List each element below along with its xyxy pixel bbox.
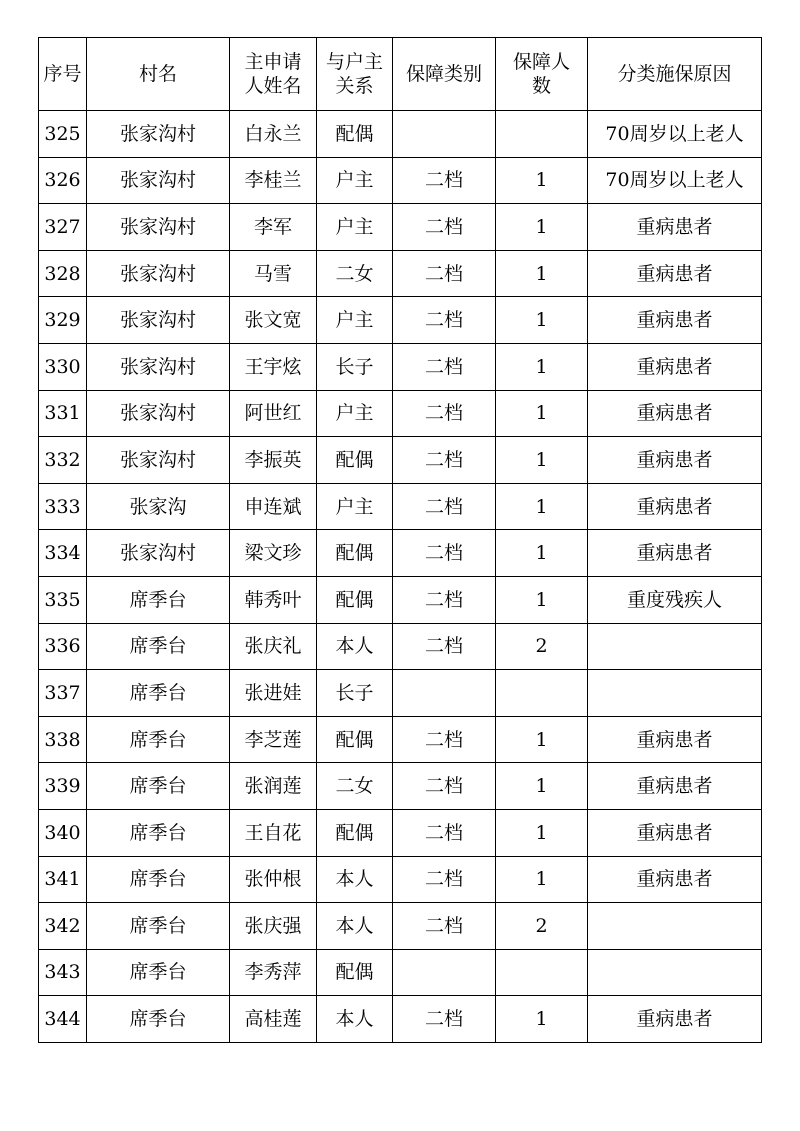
cell-count: 1: [496, 809, 588, 856]
table-row: [39, 623, 762, 670]
table-row: [39, 716, 762, 763]
cell-no: 326: [39, 157, 87, 204]
cell-name: 李秀萍: [230, 949, 317, 996]
cell-village: 席季台: [87, 763, 230, 810]
table-row: [39, 949, 762, 996]
cell-reason: 重病患者: [588, 856, 762, 903]
cell-count: 1: [496, 576, 588, 623]
table-row: [39, 157, 762, 204]
header-village: 村名: [87, 38, 230, 111]
cell-no: 325: [39, 111, 87, 158]
header-relation-line2: 关系: [335, 75, 374, 97]
table-row: [39, 670, 762, 717]
cell-name: 张仲根: [230, 856, 317, 903]
cell-relation: 配偶: [317, 716, 393, 763]
table-row: [39, 343, 762, 390]
cell-count: [496, 670, 588, 717]
cell-no: 331: [39, 390, 87, 437]
cell-type: 二档: [393, 530, 496, 577]
cell-count: 2: [496, 903, 588, 950]
cell-name: 申连斌: [230, 483, 317, 530]
cell-reason: [588, 903, 762, 950]
cell-name: 阿世红: [230, 390, 317, 437]
cell-relation: 配偶: [317, 949, 393, 996]
cell-village: 席季台: [87, 716, 230, 763]
cell-relation: 户主: [317, 157, 393, 204]
cell-count: 1: [496, 996, 588, 1043]
cell-relation: 长子: [317, 670, 393, 717]
cell-village: 张家沟村: [87, 297, 230, 344]
cell-type: [393, 949, 496, 996]
cell-count: [496, 949, 588, 996]
header-type: 保障类别: [393, 38, 496, 111]
table-row: [39, 996, 762, 1043]
cell-no: 335: [39, 576, 87, 623]
cell-reason: 重病患者: [588, 204, 762, 251]
cell-type: 二档: [393, 996, 496, 1043]
table-row: [39, 297, 762, 344]
cell-name: 张庆礼: [230, 623, 317, 670]
header-count-line2: 数: [531, 75, 551, 97]
cell-type: 二档: [393, 204, 496, 251]
cell-count: 1: [496, 343, 588, 390]
cell-no: 334: [39, 530, 87, 577]
cell-type: 二档: [393, 809, 496, 856]
cell-no: 336: [39, 623, 87, 670]
cell-reason: 重病患者: [588, 716, 762, 763]
cell-village: 张家沟村: [87, 250, 230, 297]
cell-reason: 重病患者: [588, 297, 762, 344]
cell-reason: [588, 623, 762, 670]
cell-name: 李军: [230, 204, 317, 251]
table-row: [39, 809, 762, 856]
cell-count: 2: [496, 623, 588, 670]
table-row: [39, 250, 762, 297]
cell-type: 二档: [393, 297, 496, 344]
cell-type: 二档: [393, 343, 496, 390]
cell-name: 李芝莲: [230, 716, 317, 763]
cell-type: [393, 111, 496, 158]
cell-name: 韩秀叶: [230, 576, 317, 623]
cell-no: 330: [39, 343, 87, 390]
table-header-row: [39, 38, 762, 111]
cell-name: 马雪: [230, 250, 317, 297]
cell-relation: 配偶: [317, 809, 393, 856]
cell-village: 席季台: [87, 903, 230, 950]
cell-no: 332: [39, 437, 87, 484]
cell-type: 二档: [393, 250, 496, 297]
header-applicant: [230, 38, 317, 111]
cell-village: 席季台: [87, 623, 230, 670]
cell-village: 张家沟村: [87, 437, 230, 484]
cell-no: 333: [39, 483, 87, 530]
cell-count: 1: [496, 204, 588, 251]
cell-reason: 重病患者: [588, 763, 762, 810]
header-count: [496, 38, 588, 111]
cell-count: 1: [496, 390, 588, 437]
cell-name: 高桂莲: [230, 996, 317, 1043]
cell-type: 二档: [393, 623, 496, 670]
cell-relation: 配偶: [317, 530, 393, 577]
cell-reason: [588, 949, 762, 996]
cell-relation: 户主: [317, 390, 393, 437]
cell-count: [496, 111, 588, 158]
cell-reason: 70周岁以上老人: [588, 111, 762, 158]
cell-name: 王宇炫: [230, 343, 317, 390]
cell-relation: 本人: [317, 996, 393, 1043]
cell-village: 张家沟村: [87, 530, 230, 577]
cell-relation: 配偶: [317, 576, 393, 623]
cell-count: 1: [496, 297, 588, 344]
cell-reason: 重度残疾人: [588, 576, 762, 623]
cell-relation: 本人: [317, 623, 393, 670]
table-body: [39, 111, 762, 1043]
cell-name: 李桂兰: [230, 157, 317, 204]
cell-type: 二档: [393, 763, 496, 810]
cell-relation: 配偶: [317, 111, 393, 158]
assistance-roster-table: [38, 37, 762, 1043]
table-row: [39, 576, 762, 623]
cell-no: 328: [39, 250, 87, 297]
cell-village: 张家沟村: [87, 343, 230, 390]
cell-no: 340: [39, 809, 87, 856]
cell-no: 329: [39, 297, 87, 344]
cell-no: 343: [39, 949, 87, 996]
cell-village: 张家沟村: [87, 204, 230, 251]
cell-village: 张家沟: [87, 483, 230, 530]
cell-relation: 二女: [317, 763, 393, 810]
cell-type: [393, 670, 496, 717]
cell-relation: 本人: [317, 856, 393, 903]
cell-name: 李振英: [230, 437, 317, 484]
cell-name: 白永兰: [230, 111, 317, 158]
cell-count: 1: [496, 856, 588, 903]
cell-reason: 重病患者: [588, 343, 762, 390]
table-row: [39, 483, 762, 530]
cell-name: 王自花: [230, 809, 317, 856]
table-row: [39, 763, 762, 810]
cell-relation: 本人: [317, 903, 393, 950]
cell-name: 张进娃: [230, 670, 317, 717]
cell-village: 席季台: [87, 670, 230, 717]
cell-reason: 70周岁以上老人: [588, 157, 762, 204]
header-applicant-line2: 人姓名: [244, 75, 302, 97]
cell-count: 1: [496, 483, 588, 530]
cell-relation: 配偶: [317, 437, 393, 484]
cell-no: 341: [39, 856, 87, 903]
cell-name: 张庆强: [230, 903, 317, 950]
cell-type: 二档: [393, 716, 496, 763]
cell-reason: 重病患者: [588, 809, 762, 856]
cell-relation: 户主: [317, 483, 393, 530]
cell-type: 二档: [393, 856, 496, 903]
cell-no: 327: [39, 204, 87, 251]
cell-no: 344: [39, 996, 87, 1043]
cell-reason: 重病患者: [588, 996, 762, 1043]
cell-no: 342: [39, 903, 87, 950]
cell-no: 338: [39, 716, 87, 763]
cell-no: 337: [39, 670, 87, 717]
cell-village: 席季台: [87, 949, 230, 996]
cell-type: 二档: [393, 903, 496, 950]
cell-relation: 户主: [317, 297, 393, 344]
header-relation: [317, 38, 393, 111]
cell-count: 1: [496, 716, 588, 763]
cell-count: 1: [496, 763, 588, 810]
table-row: [39, 204, 762, 251]
cell-type: 二档: [393, 483, 496, 530]
cell-village: 席季台: [87, 809, 230, 856]
cell-relation: 二女: [317, 250, 393, 297]
cell-name: 梁文珍: [230, 530, 317, 577]
header-applicant-line1: 主申请: [244, 51, 302, 73]
cell-village: 席季台: [87, 576, 230, 623]
table-row: [39, 856, 762, 903]
cell-village: 张家沟村: [87, 111, 230, 158]
cell-type: 二档: [393, 390, 496, 437]
cell-village: 张家沟村: [87, 157, 230, 204]
cell-reason: 重病患者: [588, 530, 762, 577]
cell-reason: [588, 670, 762, 717]
cell-count: 1: [496, 157, 588, 204]
cell-reason: 重病患者: [588, 483, 762, 530]
cell-name: 张文宽: [230, 297, 317, 344]
header-count-line1: 保障人: [512, 51, 570, 73]
cell-relation: 户主: [317, 204, 393, 251]
cell-count: 1: [496, 250, 588, 297]
header-no: 序号: [39, 38, 87, 111]
cell-count: 1: [496, 530, 588, 577]
cell-type: 二档: [393, 157, 496, 204]
cell-no: 339: [39, 763, 87, 810]
cell-reason: 重病患者: [588, 390, 762, 437]
cell-reason: 重病患者: [588, 250, 762, 297]
cell-type: 二档: [393, 576, 496, 623]
cell-village: 张家沟村: [87, 390, 230, 437]
header-relation-line1: 与户主: [325, 51, 383, 73]
cell-village: 席季台: [87, 996, 230, 1043]
header-reason: 分类施保原因: [588, 38, 762, 111]
cell-reason: 重病患者: [588, 437, 762, 484]
table-row: [39, 437, 762, 484]
table-row: [39, 390, 762, 437]
table-row: [39, 530, 762, 577]
table-row: [39, 111, 762, 158]
table-row: [39, 903, 762, 950]
cell-village: 席季台: [87, 856, 230, 903]
cell-relation: 长子: [317, 343, 393, 390]
cell-count: 1: [496, 437, 588, 484]
cell-name: 张润莲: [230, 763, 317, 810]
cell-type: 二档: [393, 437, 496, 484]
